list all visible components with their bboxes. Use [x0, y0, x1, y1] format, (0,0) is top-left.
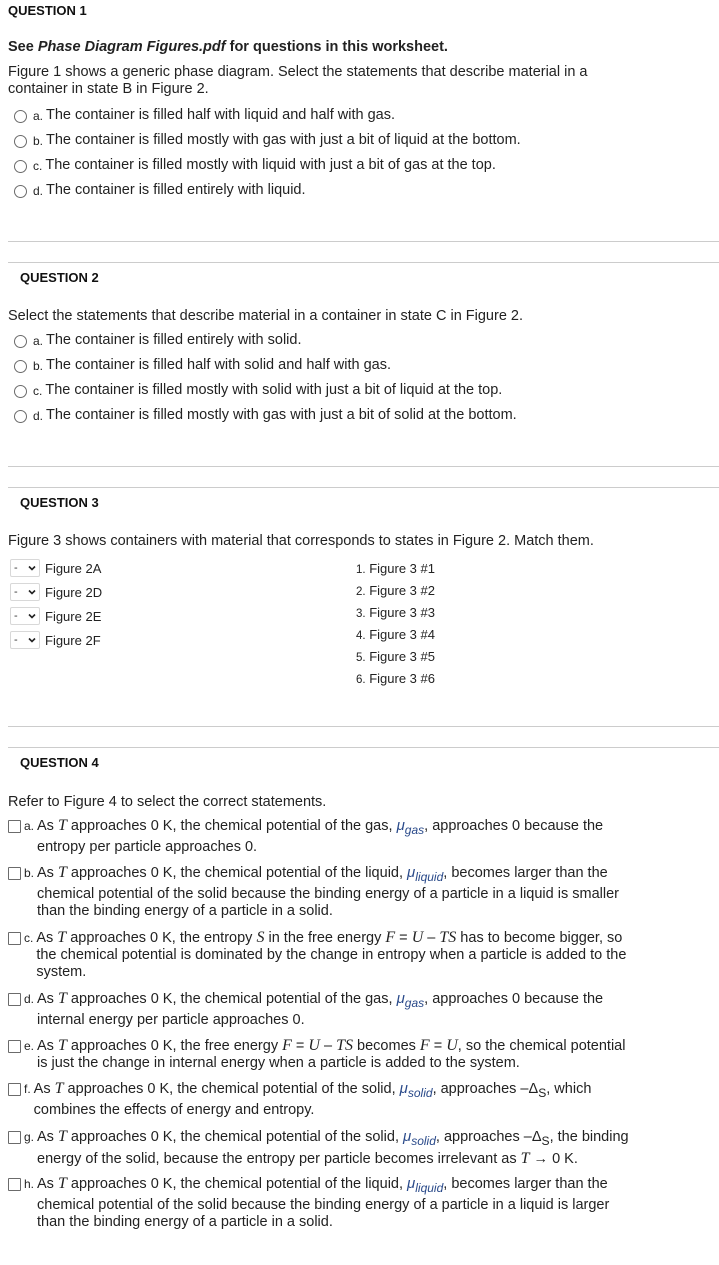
section-divider	[8, 726, 719, 727]
q4-option-h[interactable]	[8, 1175, 692, 1231]
q2-option-b[interactable]	[14, 357, 391, 375]
option-text: The container is filled mostly with liquid with just a bit of gas at the top.	[45, 157, 496, 173]
match-item-label: Figure 2A	[45, 560, 102, 576]
radio-button[interactable]	[14, 110, 27, 123]
option-text: As T approaches 0 K, the chemical potential of the solid, $\mu_{solid}$, approaches $-\Delta_S$, which combines the effects of energy and entropy.	[33, 1080, 592, 1118]
option-letter: f.	[24, 1082, 31, 1096]
q2-prompt: Select the statements that describe material in a container in state C in Figure 2.	[8, 308, 524, 324]
option-text: The container is filled entirely with liquid.	[46, 182, 306, 198]
q2-option-a[interactable]	[14, 332, 302, 350]
select-value: -	[14, 586, 18, 598]
match-item-label: Figure 2D	[45, 584, 103, 600]
option-text: As T approaches 0 K, the chemical potential of the gas, $\mu_{gas}$, approaches 0 because the entropy per particle approaches 0.	[37, 817, 604, 855]
checkbox[interactable]	[8, 820, 21, 833]
match-select[interactable]	[10, 583, 40, 601]
section-divider	[8, 262, 719, 263]
answer-item	[356, 605, 435, 620]
option-text: As T approaches 0 K, the free energy F = U – TS becomes F = U, so the chemical potential is just the change in internal energy when a particle is added to the system.	[37, 1037, 626, 1071]
answer-num: 4.	[356, 630, 366, 642]
option-letter: g.	[24, 1130, 35, 1144]
option-text: The container is filled mostly with gas with just a bit of liquid at the bottom.	[46, 132, 521, 148]
q1-prompt	[8, 64, 588, 98]
option-text: As T approaches 0 K, the chemical potential of the gas, $\mu_{gas}$, approaches 0 because the internal energy per particle approaches 0.	[37, 990, 604, 1028]
option-letter: d.	[33, 184, 44, 198]
checkbox[interactable]	[8, 993, 21, 1006]
option-letter: d.	[24, 992, 35, 1006]
chevron-down-icon	[28, 613, 36, 619]
option-letter: h.	[24, 1177, 35, 1191]
option-text: The container is filled mostly with solid with just a bit of liquid at the top.	[45, 382, 503, 398]
answer-item	[356, 671, 435, 686]
question-1-title: QUESTION 1	[8, 3, 87, 18]
answer-item	[356, 561, 435, 576]
select-value: -	[14, 562, 18, 574]
checkbox[interactable]	[8, 932, 21, 945]
section-divider	[8, 466, 719, 467]
chevron-down-icon	[28, 637, 36, 643]
match-row-figure-2d	[10, 582, 102, 602]
option-letter: c.	[33, 384, 43, 398]
see-suffix: for questions in this worksheet.	[225, 39, 448, 55]
section-divider	[8, 241, 719, 242]
match-row-figure-2f	[10, 630, 101, 650]
option-text: As T approaches 0 K, the chemical potential of the liquid, $\mu_{liquid}$, becomes larger than the chemical potential of the solid because the binding energy of a particle in a liquid is smaller than the binding energy of a particle in a solid.	[37, 864, 619, 919]
option-letter: d.	[33, 409, 44, 423]
q4-option-c[interactable]	[8, 929, 691, 981]
answer-item	[356, 627, 435, 642]
see-file-name: Phase Diagram Figures.pdf	[37, 39, 226, 55]
checkbox[interactable]	[8, 1040, 21, 1053]
q1-prompt-line2: container in state B in Figure 2.	[8, 81, 209, 97]
q4-option-b[interactable]	[8, 864, 692, 920]
match-select[interactable]	[10, 631, 40, 649]
option-letter: c.	[24, 931, 34, 945]
chevron-down-icon	[28, 589, 36, 595]
radio-button[interactable]	[14, 360, 27, 373]
answer-num: 3.	[356, 608, 366, 620]
radio-button[interactable]	[14, 185, 27, 198]
option-letter: b.	[24, 866, 35, 880]
radio-button[interactable]	[14, 410, 27, 423]
match-item-label: Figure 2F	[45, 632, 101, 648]
answer-num: 1.	[356, 564, 366, 576]
answer-text: Figure 3 #2	[369, 583, 435, 598]
section-divider	[8, 747, 719, 748]
match-row-figure-2e	[10, 606, 101, 626]
option-text: As T approaches 0 K, the chemical potential of the solid, $\mu_{solid}$, approaches $-\Delta_S$, the binding energy of the solid, because the entropy per particle becomes irrelevant as T → 0 K.	[37, 1128, 629, 1167]
select-value: -	[14, 610, 18, 622]
radio-button[interactable]	[14, 385, 27, 398]
q4-option-a[interactable]	[8, 817, 692, 856]
match-select[interactable]	[10, 607, 40, 625]
q4-option-e[interactable]	[8, 1037, 692, 1072]
option-letter: c.	[33, 159, 43, 173]
answer-text: Figure 3 #3	[369, 605, 435, 620]
q1-option-d[interactable]	[14, 182, 306, 200]
checkbox[interactable]	[8, 867, 21, 880]
option-text: The container is filled entirely with solid.	[46, 332, 302, 348]
select-value: -	[14, 634, 18, 646]
option-letter: e.	[24, 1039, 35, 1053]
q2-option-c[interactable]	[14, 382, 502, 400]
match-item-label: Figure 2E	[45, 608, 102, 624]
answer-num: 6.	[356, 674, 366, 686]
question-3-title: QUESTION 3	[20, 495, 99, 510]
checkbox[interactable]	[8, 1178, 21, 1191]
checkbox[interactable]	[8, 1131, 21, 1144]
answer-num: 2.	[356, 586, 366, 598]
option-letter: b.	[33, 359, 44, 373]
option-letter: b.	[33, 134, 44, 148]
q4-option-d[interactable]	[8, 990, 692, 1029]
section-divider	[8, 487, 719, 488]
option-letter: a.	[24, 819, 35, 833]
see-prefix: See	[8, 39, 38, 55]
option-text: As T approaches 0 K, the chemical potential of the liquid, $\mu_{liquid}$, becomes larger than the chemical potential of the solid because the binding energy of a particle in a liquid is larger than the binding energy of a particle in a solid.	[37, 1175, 610, 1230]
q1-option-c[interactable]	[14, 157, 496, 175]
q1-option-b[interactable]	[14, 132, 521, 150]
match-select[interactable]	[10, 559, 40, 577]
radio-button[interactable]	[14, 160, 27, 173]
option-text: As T approaches 0 K, the entropy S in the free energy F = U – TS has to become bigger, so the chemical potential is dominated by the change in entropy when a particle is added to the system.	[36, 929, 627, 980]
option-letter: a.	[33, 334, 44, 348]
answer-item	[356, 583, 435, 598]
option-letter: a.	[33, 109, 44, 123]
q4-prompt: Refer to Figure 4 to select the correct statements.	[8, 794, 327, 810]
q3-prompt: Figure 3 shows containers with material that corresponds to states in Figure 2. Match them.	[8, 533, 594, 549]
checkbox[interactable]	[8, 1083, 21, 1096]
q4-option-g[interactable]	[8, 1128, 692, 1168]
option-text: The container is filled mostly with gas with just a bit of solid at the bottom.	[46, 407, 517, 423]
q4-option-f[interactable]	[8, 1080, 689, 1119]
radio-button[interactable]	[14, 135, 27, 148]
answer-text: Figure 3 #1	[369, 561, 435, 576]
option-text: The container is filled half with solid and half with gas.	[46, 357, 391, 373]
answer-text: Figure 3 #4	[369, 627, 435, 642]
q1-option-a[interactable]	[14, 107, 395, 125]
q1-see-line	[8, 39, 448, 56]
answer-num: 5.	[356, 652, 366, 664]
question-2-title: QUESTION 2	[20, 270, 99, 285]
match-row-figure-2a	[10, 558, 101, 578]
q2-option-d[interactable]	[14, 407, 517, 425]
radio-button[interactable]	[14, 335, 27, 348]
answer-text: Figure 3 #5	[369, 649, 435, 664]
answer-text: Figure 3 #6	[369, 671, 435, 686]
question-4-title: QUESTION 4	[20, 755, 99, 770]
chevron-down-icon	[28, 565, 36, 571]
answer-item	[356, 649, 435, 664]
q1-prompt-line1: Figure 1 shows a generic phase diagram. Select the statements that describe material in a	[8, 64, 588, 80]
option-text: The container is filled half with liquid and half with gas.	[46, 107, 396, 123]
